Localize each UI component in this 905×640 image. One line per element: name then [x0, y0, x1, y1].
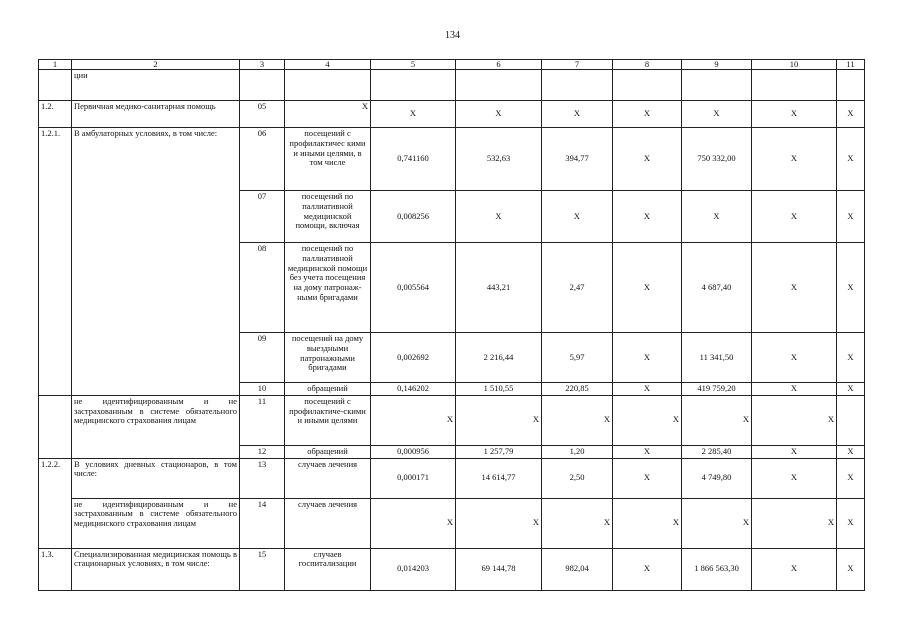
- cell-value: 0,014203: [371, 548, 456, 590]
- cell-value: 532,63: [456, 128, 542, 191]
- table-row: [39, 548, 865, 590]
- row-code: 1.2.: [39, 101, 72, 128]
- cell-value: X: [752, 333, 837, 383]
- row-unit: X: [285, 101, 371, 128]
- cell-value: X: [837, 498, 865, 548]
- row-label: Первичная медико-санитарная помощь: [72, 101, 240, 128]
- row-unit: посещений с профилактиче-скими и иными целями: [285, 395, 371, 445]
- cell-value: 419 759,20: [682, 383, 752, 396]
- cell-value: X: [456, 191, 542, 243]
- cell-value: X: [837, 101, 865, 128]
- cell-value: [682, 70, 752, 101]
- row-number: 12: [240, 445, 285, 458]
- row-label: не идентифицированным и не застрахованным в системе обязательного медицинского страхования лицам: [72, 395, 240, 458]
- cell-value: X: [752, 383, 837, 396]
- row-unit: посещений по паллиативной медицинской помощи без учета посещения на дому патронаж-ными бригадами: [285, 243, 371, 333]
- cell-value: X: [613, 191, 682, 243]
- page-number: 134: [445, 30, 460, 41]
- cell-value: 1 866 563,30: [682, 548, 752, 590]
- col-header: 5: [371, 60, 456, 70]
- cell-value: X: [752, 128, 837, 191]
- cell-value: 1 510,55: [456, 383, 542, 396]
- cell-value: 2 216,44: [456, 333, 542, 383]
- cell-value: [613, 70, 682, 101]
- cell-value: X: [752, 101, 837, 128]
- cell-value: X: [613, 498, 682, 548]
- cell-value: X: [613, 128, 682, 191]
- table-row: [39, 395, 865, 445]
- row-unit: случаев лечения: [285, 458, 371, 498]
- cell-value: X: [371, 101, 456, 128]
- cell-value: [371, 70, 456, 101]
- col-header: 3: [240, 60, 285, 70]
- cell-value: X: [837, 445, 865, 458]
- table-row: [39, 128, 865, 191]
- cell-value: X: [613, 243, 682, 333]
- row-unit: случаев лечения: [285, 498, 371, 548]
- cell-value: X: [752, 395, 837, 445]
- table-row: [39, 458, 865, 498]
- row-label: не идентифицированным и не застрахованным в системе обязательного медицинского страхования лицам: [72, 498, 240, 548]
- row-unit: посещений на дому выездными патронажными бригадами: [285, 333, 371, 383]
- cell-value: 69 144,78: [456, 548, 542, 590]
- cell-value: X: [682, 191, 752, 243]
- cell-value: X: [613, 548, 682, 590]
- row-number: 10: [240, 383, 285, 396]
- col-header: 10: [752, 60, 837, 70]
- row-unit: обращений: [285, 383, 371, 396]
- row-number: 08: [240, 243, 285, 333]
- cell-value: 0,741160: [371, 128, 456, 191]
- cell-value: X: [613, 383, 682, 396]
- row-number: 06: [240, 128, 285, 191]
- row-label: Специализированная медицинская помощь в стационарных условиях, в том числе:: [72, 548, 240, 590]
- cell-value: X: [682, 395, 752, 445]
- row-code: [39, 70, 72, 101]
- cell-value: 982,04: [542, 548, 613, 590]
- col-header: 9: [682, 60, 752, 70]
- cell-value: 11 341,50: [682, 333, 752, 383]
- cell-value: X: [456, 101, 542, 128]
- cell-value: 2,50: [542, 458, 613, 498]
- cell-value: [837, 70, 865, 101]
- row-number: 09: [240, 333, 285, 383]
- row-code: 1.2.1.: [39, 128, 72, 396]
- row-label: В амбулаторных условиях, в том числе:: [72, 128, 240, 396]
- cell-value: X: [682, 101, 752, 128]
- col-header: 11: [837, 60, 865, 70]
- cell-value: 0,000171: [371, 458, 456, 498]
- cell-value: 443,21: [456, 243, 542, 333]
- col-header: 7: [542, 60, 613, 70]
- cell-value: [837, 395, 865, 445]
- col-header: 8: [613, 60, 682, 70]
- cell-value: X: [837, 383, 865, 396]
- cell-value: 220,85: [542, 383, 613, 396]
- cell-value: 5,97: [542, 333, 613, 383]
- cell-value: [752, 70, 837, 101]
- row-unit: посещений по паллиативной медицинской помощи, включая: [285, 191, 371, 243]
- row-code: 1.2.2.: [39, 458, 72, 548]
- row-code: [39, 395, 72, 458]
- cell-value: 2 285,40: [682, 445, 752, 458]
- cell-value: 14 614,77: [456, 458, 542, 498]
- cell-value: X: [371, 395, 456, 445]
- cell-value: 0,146202: [371, 383, 456, 396]
- cell-value: 1,20: [542, 445, 613, 458]
- cell-value: 1 257,79: [456, 445, 542, 458]
- header-row: [39, 60, 865, 70]
- cell-value: X: [837, 191, 865, 243]
- cell-value: X: [752, 458, 837, 498]
- cell-value: X: [752, 191, 837, 243]
- cell-value: X: [542, 395, 613, 445]
- col-header: 4: [285, 60, 371, 70]
- cell-value: X: [542, 101, 613, 128]
- row-unit: посещений с профилактичес кими и иными целями, в том числе: [285, 128, 371, 191]
- row-number: [240, 70, 285, 101]
- data-table: [38, 59, 865, 591]
- row-label: ции: [72, 70, 240, 101]
- cell-value: X: [837, 243, 865, 333]
- cell-value: X: [837, 458, 865, 498]
- cell-value: X: [613, 101, 682, 128]
- cell-value: X: [456, 395, 542, 445]
- table-row: [39, 70, 865, 101]
- cell-value: X: [542, 191, 613, 243]
- row-code: 1.3.: [39, 548, 72, 590]
- row-unit: случаев госпитализации: [285, 548, 371, 590]
- cell-value: X: [613, 458, 682, 498]
- cell-value: X: [613, 445, 682, 458]
- table-row: [39, 498, 865, 548]
- cell-value: 0,008256: [371, 191, 456, 243]
- row-number: 15: [240, 548, 285, 590]
- cell-value: X: [371, 498, 456, 548]
- table-row: [39, 101, 865, 128]
- cell-value: 0,002692: [371, 333, 456, 383]
- cell-value: 4 749,80: [682, 458, 752, 498]
- col-header: 1: [39, 60, 72, 70]
- cell-value: 0,000956: [371, 445, 456, 458]
- cell-value: X: [837, 548, 865, 590]
- row-number: 13: [240, 458, 285, 498]
- cell-value: X: [613, 333, 682, 383]
- col-header: 6: [456, 60, 542, 70]
- cell-value: X: [682, 498, 752, 548]
- row-unit: обращений: [285, 445, 371, 458]
- cell-value: X: [752, 498, 837, 548]
- row-number: 11: [240, 395, 285, 445]
- cell-value: X: [542, 498, 613, 548]
- row-number: 07: [240, 191, 285, 243]
- cell-value: X: [752, 243, 837, 333]
- cell-value: X: [837, 128, 865, 191]
- row-label: В условиях дневных стационаров, в том числе:: [72, 458, 240, 498]
- cell-value: 4 687,40: [682, 243, 752, 333]
- cell-value: 2,47: [542, 243, 613, 333]
- row-number: 14: [240, 498, 285, 548]
- cell-value: 0,005564: [371, 243, 456, 333]
- cell-value: X: [837, 333, 865, 383]
- row-unit: [285, 70, 371, 101]
- cell-value: X: [752, 445, 837, 458]
- cell-value: [456, 70, 542, 101]
- cell-value: X: [752, 548, 837, 590]
- cell-value: X: [456, 498, 542, 548]
- cell-value: [542, 70, 613, 101]
- col-header: 2: [72, 60, 240, 70]
- cell-value: X: [613, 395, 682, 445]
- row-number: 05: [240, 101, 285, 128]
- cell-value: 394,77: [542, 128, 613, 191]
- cell-value: 750 332,00: [682, 128, 752, 191]
